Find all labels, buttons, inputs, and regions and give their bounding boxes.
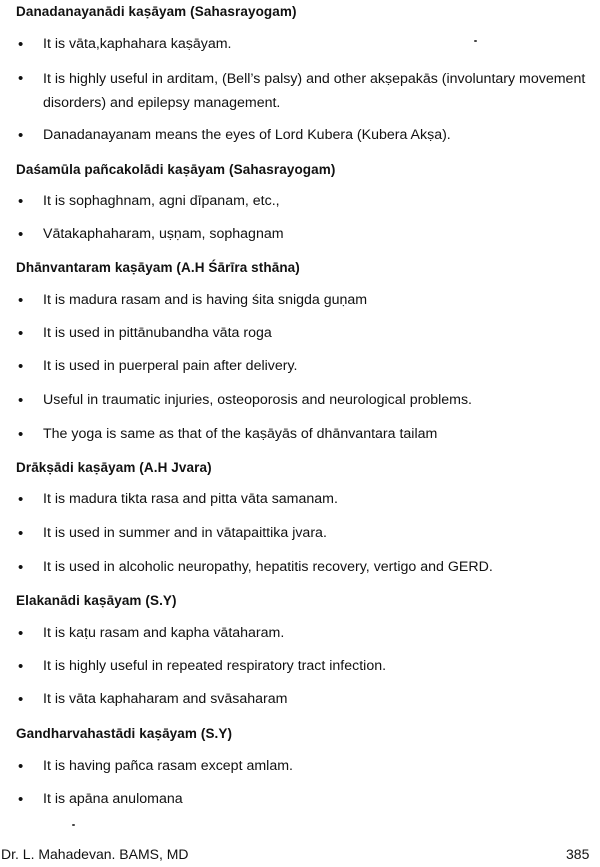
item-text: It is madura rasam and is having śita snigda guṇam <box>43 292 368 308</box>
bullet-icon: • <box>18 70 24 87</box>
item-text: It is used in summer and in vātapaittika jvara. <box>43 525 327 541</box>
item-text: It is sophaghnam, agni dīpanam, etc., <box>43 193 280 209</box>
item-text: It is vāta,kaphahara kaṣāyam. <box>43 36 232 52</box>
section-heading: Dhānvantaram kaṣāyam (A.H Śārīra sthāna) <box>16 260 300 275</box>
item-text: It is highly useful in repeated respiratory tract infection. <box>43 658 387 674</box>
bullet-icon: • <box>18 791 24 808</box>
section-heading: Drākṣādi kaṣāyam (A.H Jvara) <box>16 460 212 475</box>
bullet-icon: • <box>18 559 24 576</box>
item-text: It is highly useful in arditam, (Bell’s palsy) and other akṣepakās (involuntary movement disorders) and epilepsy management. <box>43 71 586 111</box>
section-heading: Gandharvahastādi kaṣāyam (S.Y) <box>16 726 233 741</box>
section-heading: Daśamūla pañcakolādi kaṣāyam (Sahasrayogam) <box>16 162 336 177</box>
bullet-icon: • <box>18 292 24 309</box>
item-text: It is having pañca rasam except amlam. <box>43 758 293 774</box>
item-text: The yoga is same as that of the kaṣāyās of dhānvantara tailam <box>43 426 438 442</box>
bullet-icon: • <box>18 325 24 342</box>
footer-author: Dr. L. Mahadevan. BAMS, MD <box>1 846 189 862</box>
bullet-icon: • <box>18 658 24 675</box>
item-text: It is used in alcoholic neuropathy, hepatitis recovery, vertigo and GERD. <box>43 559 493 575</box>
scan-speck <box>474 40 477 42</box>
item-text: It is used in puerperal pain after delivery. <box>43 358 298 374</box>
bullet-icon: • <box>18 392 24 409</box>
section-heading: Danadanayanādi kaṣāyam (Sahasrayogam) <box>16 4 297 19</box>
bullet-icon: • <box>18 127 24 144</box>
item-text: It is used in pittānubandha vāta roga <box>43 325 272 341</box>
bullet-icon: • <box>18 426 24 443</box>
bullet-icon: • <box>18 491 24 508</box>
bullet-icon: • <box>18 36 24 53</box>
item-text: It is kaṭu rasam and kapha vātaharam. <box>43 625 285 641</box>
bullet-icon: • <box>18 525 24 542</box>
item-text: It is vāta kaphaharam and svāsaharam <box>43 691 288 707</box>
bullet-icon: • <box>18 691 24 708</box>
item-text: Vātakaphaharam, uṣṇam, sophagnam <box>43 226 284 242</box>
item-text: Useful in traumatic injuries, osteoporosis and neurological problems. <box>43 392 472 408</box>
item-text: Danadanayanam means the eyes of Lord Kubera (Kubera Akṣa). <box>43 127 451 143</box>
item-text: It is madura tikta rasa and pitta vāta samanam. <box>43 491 338 507</box>
scan-speck <box>72 824 75 826</box>
bullet-icon: • <box>18 358 24 375</box>
bullet-icon: • <box>18 758 24 775</box>
bullet-icon: • <box>18 226 24 243</box>
section-heading: Elakanādi kaṣāyam (S.Y) <box>16 593 177 608</box>
bullet-icon: • <box>18 625 24 642</box>
item-text: It is apāna anulomana <box>43 791 183 807</box>
bullet-icon: • <box>18 193 24 210</box>
page-number: 385 <box>566 846 590 862</box>
